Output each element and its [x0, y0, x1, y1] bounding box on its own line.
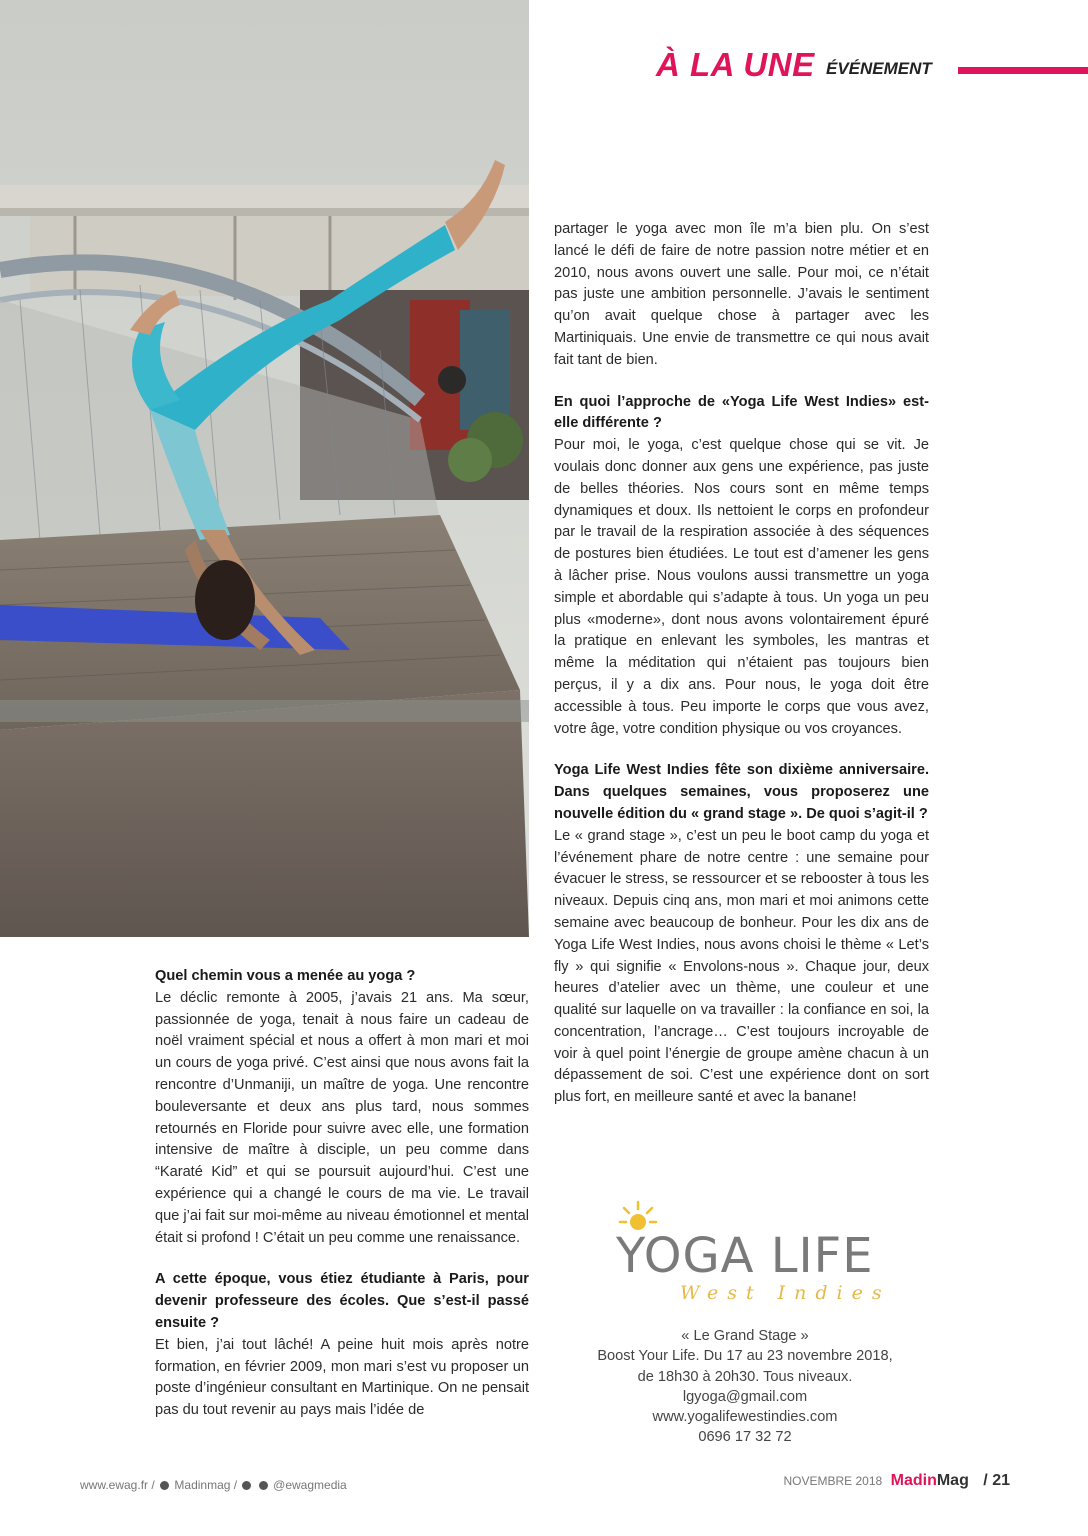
event-info — [560, 1326, 930, 1448]
article-paragraph: Le déclic remonte à 2005, j’avais 21 ans. Ma sœur, passionnée de yoga, tenait à nous faire un cadeau de noël vraiment spécial et nous a offert à mon mari et moi un cours de yoga privé. C’est ainsi que nous avons fait la rencontre d’Unmaniji, un maître de yoga. Une rencontre bouleversante et deux ans plus tard, nous sommes retournés en Floride pour suivre avec elle, une formation intensive de maître à disciple, un peu comme dans “Karaté Kid” et qui se poursuit aujourd’hui. C’est une expérience qui a changé le cours de ma vie. Le travail que j’ai fait sur moi-même au niveau émotionnel et mental était si profond ! C’était un peu comme une renaissance. — [155, 989, 529, 1246]
event-hours: de 18h30 à 20h30. Tous niveaux. — [637, 1368, 853, 1385]
page-number: 21 — [992, 1472, 1010, 1489]
article-question: Yoga Life West Indies fête son dixième anniversaire. Dans quelques semaines, vous proposerez une nouvelle édition du « grand stage ». De quoi s’agit-il ? — [554, 762, 929, 822]
section-header — [528, 42, 1088, 82]
event-phone: 0696 17 32 72 — [698, 1429, 792, 1446]
article-paragraph: Le « grand stage », c’est un peu le boot camp du yoga et l’événement phare de notre centre : une semaine pour évacuer le stress, se ressourcer et se rebooster à tous les niveaux. Depuis cinq ans, mon mari et moi animons cette semaine avec beaucoup de bonheur. Pour les dix ans de Yoga Life West Indies, nous avons choisi le thème « Let’s fly » qui signifie « Envolons-nous ». Chaque jour, deux heures d’atelier avec un thème, une couleur et une qualité sur laquelle on va travailler : la confiance en soi, la concentration, l’ancrage… C’est toujours incroyable de voir à quel point l’énergie de groupe amène chacun à un dépassement de soi. C’est une expérience dont on sort plus fort, en meilleure santé et avec la banane! — [554, 827, 929, 1106]
article-question: En quoi l’approche de «Yoga Life West Indies» est-elle différente ? — [554, 393, 929, 432]
twitter-icon — [242, 1481, 251, 1490]
yoga-life-logo — [616, 1200, 891, 1312]
photo-illustration — [0, 0, 529, 937]
event-title: « Le Grand Stage » — [681, 1328, 809, 1344]
section-subtitle: ÉVÉNEMENT — [826, 59, 932, 78]
event-website[interactable]: www.yogalifewestindies.com — [652, 1409, 838, 1426]
logo-main-text: YOGA LIFE — [616, 1228, 874, 1284]
article-paragraph: partager le yoga avec mon île m’a bien plu. On s’est lancé le défi de faire de notre passion notre métier et en 2010, nous avons ouvert une salle. Pour moi, ce n’était pas juste une ambition personnelle. J’avais le sentiment qu’on avait quelque chose à partager avec les Martiniquais. Une envie de transmettre ce qui nous avait fait tant de bien. — [554, 221, 929, 368]
header-accent-bar — [958, 67, 1088, 74]
footer-issue — [783, 1472, 1010, 1490]
article-paragraph: Pour moi, le yoga, c’est quelque chose qui se vit. Je voulais donc donner aux gens une expérience, pas juste de belles théories. Nos cours sont en même temps dynamiques et doux. Ils nettoient le corps en profondeur par le travail de la respiration associée à des séquences de postures bien étudiées. Le tout est d’amener les gens à lâcher prise. Nous voulons aussi transmettre un yoga simple et abordable qui s’adapte à tous. Un yoga un peu plus «moderne», dont nous avons volontairement épuré la pratique en enlevant les symboles, les mantras et même la méditation qui n’étaient pas toujours bien perçus, il y a dix ans. Pour nous, le yoga doit être accessible à tous. Peu importe le corps que vous avez, votre âge, votre condition physique ou vos croyances. — [554, 437, 929, 737]
footer-links: www.ewag.fr / Madinmag / @ewagmedia — [80, 1478, 347, 1492]
article-question: Quel chemin vous a menée au yoga ? — [155, 968, 416, 984]
footer-site[interactable]: www.ewag.fr — [80, 1478, 149, 1492]
instagram-icon — [259, 1481, 268, 1490]
event-email[interactable]: lgyoga@gmail.com — [682, 1388, 808, 1405]
logo-sub-text: West Indies — [680, 1282, 891, 1304]
article-right-column — [554, 219, 929, 1109]
article-paragraph: Et bien, j’ai tout lâché! A peine huit mois après notre formation, en février 2009, mon mari s’est vu proposer un poste d’ingénieur consultant en Martinique. On ne pensait pas du tout revenir au pays mais l’idée de — [155, 1336, 529, 1419]
article-question: A cette époque, vous étiez étudiante à Paris, pour devenir professeure des écoles. Que s’est-il passé ensuite ? — [155, 1271, 529, 1331]
event-dates: Boost Your Life. Du 17 au 23 novembre 2018, — [597, 1348, 893, 1365]
footer-social[interactable]: @ewagmedia — [273, 1478, 347, 1492]
facebook-icon — [160, 1481, 169, 1490]
page-footer — [0, 1470, 1088, 1500]
section-title: À LA UNE — [656, 46, 815, 83]
issue-month: NOVEMBRE 2018 — [783, 1474, 883, 1488]
article-left-column — [155, 966, 529, 1422]
yoga-photo — [0, 0, 529, 937]
footer-facebook[interactable]: Madinmag — [174, 1478, 231, 1492]
footer-separator: / — [983, 1472, 988, 1489]
magazine-name: MadinMag — [890, 1472, 969, 1489]
